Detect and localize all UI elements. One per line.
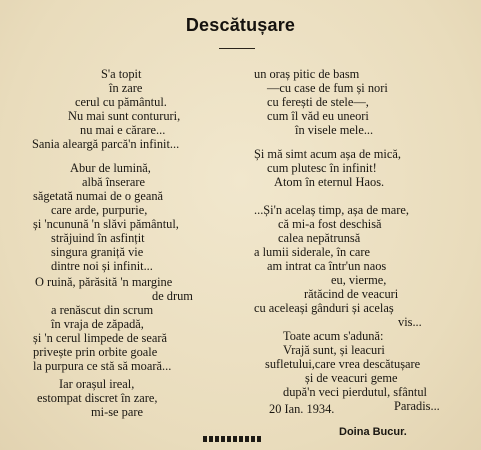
poem-line: O ruină, părăsită 'n margine xyxy=(35,275,173,289)
poem-line: ...Și'n acelaș timp, așa de mare, xyxy=(254,203,409,217)
poem-line: de drum xyxy=(152,289,193,303)
poem-line: nu mai e cărare... xyxy=(80,123,166,137)
poem-line: săgetată numai de o geană xyxy=(33,189,164,203)
poem-line: Toate acum s'adună: xyxy=(283,329,384,343)
poem-line: care arde, purpurie, xyxy=(51,203,148,217)
poem-line: privește prin orbite goale xyxy=(33,345,158,359)
poem-line: și 'ncunună 'n slăvi pământul, xyxy=(33,217,179,231)
poem-line: cum plutesc în infinit! xyxy=(267,161,377,175)
title-divider xyxy=(219,48,255,49)
poem-line: singura graniță vie xyxy=(51,245,144,259)
poem-line: cu aceleași gânduri și acelaș xyxy=(254,301,394,315)
poem-date: 20 Ian. 1934. xyxy=(269,402,335,416)
poem-line: și 'n cerul limpede de seară xyxy=(33,331,167,345)
poem-line: cerul cu pământul. xyxy=(75,95,167,109)
poem-author: Doina Bucur. xyxy=(339,426,407,438)
poem-line: Paradis... xyxy=(394,399,440,413)
poem-line: străjuind în asfințit xyxy=(51,231,145,245)
poem-line: cu ferești de stele—, xyxy=(267,95,369,109)
poem-line: estompat discret în zare, xyxy=(37,391,158,405)
poem-line: Și mă simt acum așa de mică, xyxy=(254,147,401,161)
poem-line: mi-se pare xyxy=(91,405,143,419)
poem-line: eu, vierme, xyxy=(331,273,387,287)
poem-line: am intrat ca într'un naos xyxy=(267,259,387,273)
poem-line: calea nepătrunsă xyxy=(278,231,361,245)
poem-line: albă înserare xyxy=(82,175,145,189)
poem-line: în visele mele... xyxy=(295,123,374,137)
poem-line: dintre noi și infinit... xyxy=(51,259,153,273)
poem-line: sufletului,care vrea descătușare xyxy=(265,357,421,371)
poem-line: și de veacuri geme xyxy=(305,371,398,385)
poem-line: Iar orașul ireal, xyxy=(59,377,135,391)
poem-line: la purpura ce stă să moară... xyxy=(33,359,172,373)
poem-line: Sania aleargă parcă'n infinit... xyxy=(32,137,180,151)
poem-line: după'n veci pierdutul, sfântul xyxy=(283,385,427,399)
poem-line: Atom în eternul Haos. xyxy=(274,175,385,189)
poem-line: a lumii siderale, în care xyxy=(254,245,370,259)
poem-line: vis... xyxy=(398,315,422,329)
poem-line: că mi-a fost deschisă xyxy=(278,217,382,231)
poem-line: a renăscut din scrum xyxy=(51,303,154,317)
poem-line: —cu case de fum și nori xyxy=(267,81,388,95)
poem-line: cum îl văd eu uneori xyxy=(267,109,369,123)
poem-line: S'a topit xyxy=(101,67,142,81)
poem-line: Abur de lumină, xyxy=(70,161,151,175)
poem-line: un oraș pitic de basm xyxy=(254,67,360,81)
poem-line: în zare xyxy=(109,81,143,95)
poem-line: Vrajă sunt, și leacuri xyxy=(283,343,385,357)
poem-line: Nu mai sunt contururi, xyxy=(68,109,181,123)
section-end-ornament xyxy=(203,436,263,442)
poem-line: rătăcind de veacuri xyxy=(304,287,399,301)
poem-line: în vraja de zăpadă, xyxy=(51,317,144,331)
poem-title: Descătușare xyxy=(185,15,296,35)
